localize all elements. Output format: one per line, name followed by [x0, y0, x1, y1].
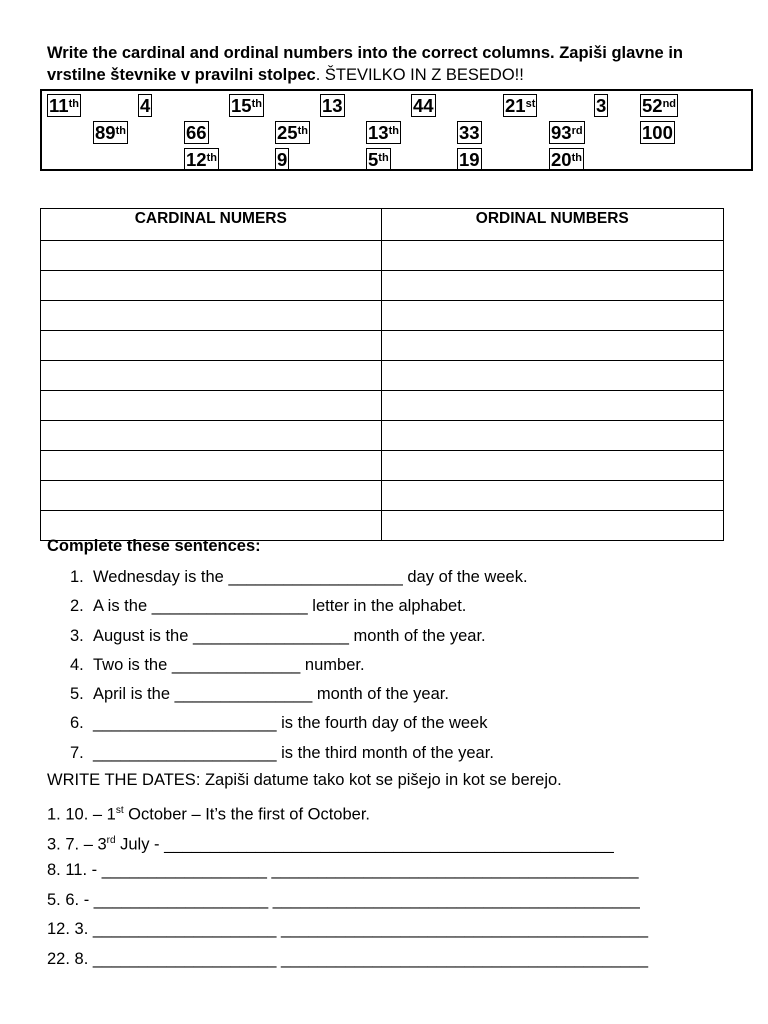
dates-list	[47, 800, 648, 977]
complete-heading: Complete these sentences:	[47, 537, 261, 555]
date-line: 8. 11. - __________________ ________________________________________	[47, 861, 639, 879]
date-example: 1. 10. – 1st October – It’s the first of October.	[47, 805, 370, 824]
numbers-table	[40, 208, 724, 541]
cardinal-cell[interactable]	[41, 241, 382, 271]
ordinal-cell[interactable]	[381, 301, 723, 331]
cardinal-cell[interactable]	[41, 271, 382, 301]
ordinal-cell[interactable]	[381, 481, 723, 511]
date-line: 3. 7. – 3rd July - _________________________________________________	[47, 834, 614, 853]
ordinal-cell[interactable]	[381, 391, 723, 421]
cardinal-cell[interactable]	[41, 511, 382, 541]
list-item: 5. April is the _______________ month of the year.	[70, 685, 449, 704]
list-item: 1. Wednesday is the ___________________ day of the week.	[70, 568, 528, 586]
date-line: 22. 8. ____________________ ________________________________________	[47, 949, 649, 968]
cardinal-cell[interactable]	[41, 451, 382, 481]
number-chip: 9	[277, 149, 288, 170]
instructions	[47, 42, 737, 86]
number-chip: 20th	[551, 149, 582, 170]
number-chip: 19	[459, 149, 480, 170]
cardinal-cell[interactable]	[41, 391, 382, 421]
table-row	[41, 241, 724, 271]
list-item: 2. A is the _________________ letter in the alphabet.	[70, 597, 467, 616]
number-chip: 11th	[49, 95, 79, 116]
number-chip: 15th	[231, 95, 262, 116]
number-chip: 33	[459, 122, 480, 143]
number-chip: 4	[140, 95, 151, 116]
number-chip: 44	[413, 95, 434, 116]
number-chip: 66	[186, 122, 207, 143]
list-item: 3. August is the _________________ month of the year.	[70, 626, 486, 645]
ordinal-cell[interactable]	[381, 331, 723, 361]
number-chip: 12th	[186, 149, 217, 170]
number-chip: 52nd	[642, 95, 677, 116]
instructions-bold: Write the cardinal and ordinal numbers into the correct columns. Zapiši glavne in vrstilne števnike v pravilni stolpec	[47, 44, 683, 84]
cardinal-header: CARDINAL NUMERS	[41, 209, 382, 241]
number-chip: 100	[642, 122, 673, 143]
instructions-normal: . ŠTEVILKO IN Z BESEDO!!	[315, 66, 524, 84]
date-line: 12. 3. ____________________ ________________________________________	[47, 920, 649, 938]
ordinal-cell[interactable]	[381, 511, 723, 541]
ordinal-cell[interactable]	[381, 451, 723, 481]
number-chip: 93rd	[551, 122, 583, 143]
cardinal-cell[interactable]	[41, 421, 382, 451]
list-item: 7. ____________________ is the third month of the year.	[70, 743, 494, 762]
table-row	[41, 451, 724, 481]
date-line: 5. 6. - ___________________ ________________________________________	[47, 890, 640, 909]
number-chip: 25th	[277, 122, 308, 143]
dates-heading: WRITE THE DATES: Zapiši datume tako kot se pišejo in kot se berejo.	[47, 771, 562, 789]
number-chip: 21st	[505, 95, 536, 116]
ordinal-cell[interactable]	[381, 271, 723, 301]
cardinal-cell[interactable]	[41, 331, 382, 361]
number-chip: 5th	[368, 149, 389, 170]
number-box	[40, 89, 753, 171]
cardinal-cell[interactable]	[41, 301, 382, 331]
table-row	[41, 271, 724, 301]
table-row	[41, 421, 724, 451]
ordinal-cell[interactable]	[381, 361, 723, 391]
sentence-list	[70, 566, 528, 771]
table-row	[41, 481, 724, 511]
table-row	[41, 511, 724, 541]
table-row	[41, 361, 724, 391]
number-chip: 13th	[368, 122, 399, 143]
table-row	[41, 301, 724, 331]
list-item: 6. ____________________ is the fourth day of the week	[70, 714, 488, 733]
number-chip: 13	[322, 95, 343, 116]
number-chip: 3	[596, 95, 607, 116]
cardinal-cell[interactable]	[41, 481, 382, 511]
ordinal-cell[interactable]	[381, 241, 723, 271]
cardinal-cell[interactable]	[41, 361, 382, 391]
ordinal-header: ORDINAL NUMBERS	[381, 209, 723, 241]
ordinal-cell[interactable]	[381, 421, 723, 451]
number-chip: 89th	[95, 122, 126, 143]
table-row	[41, 331, 724, 361]
table-row	[41, 391, 724, 421]
list-item: 4. Two is the ______________ number.	[70, 655, 365, 674]
